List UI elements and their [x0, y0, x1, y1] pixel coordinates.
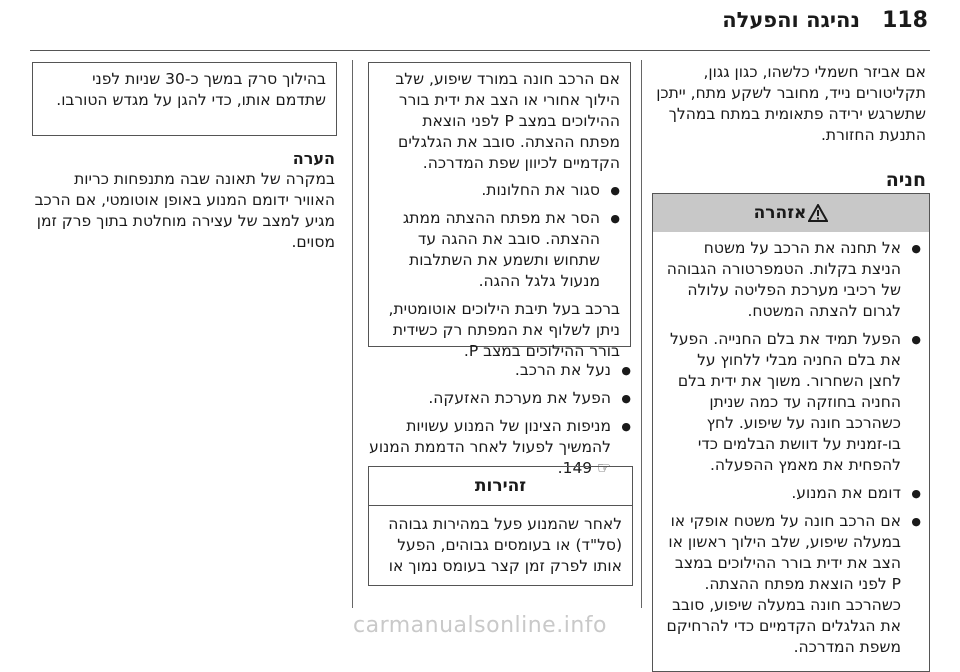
warning-item: ● אם הרכב חונה על משטח אופקי או במעלה שיפוע, שלב הילוך ראשון או הצב את ידית בורר ההילוכים במצב P לפני הוצאת מפתח ההצתה. כשהרכב חונה במעלה שיפוע, סובב את הגלגלים הקדמיים כדי להרחיקם משפת המדרכה.	[661, 511, 921, 658]
info-paragraph: ברכב בעל תיבת הילוכים אוטומטית, ניתן לשלוף את המפתח רק כשידית בורר ההילוכים במצב P.	[388, 300, 620, 360]
caution-continuation-box	[32, 62, 337, 136]
intro-paragraph: אם אביזר חשמלי כלשהו, כגון גגון, תקליטורים נייד, מחובר לשקע מתח, ייתכן שתשרגש ירידה פתאומית במתח במהלך התנעת החזורת.	[656, 63, 926, 144]
warning-box-header	[653, 194, 929, 232]
info-bullet: ● סגור את החלונות.	[379, 180, 620, 201]
note-label: הערה	[292, 149, 335, 168]
page-number: 118	[882, 8, 928, 33]
warning-box	[652, 193, 930, 672]
warning-item: ● אל תחנה את הרכב על משטח הניצת בקלות. הטמפרטורה הגבוהה של רכיבי מערכת הפליטה עלולה לגרום להצתה המשטח.	[661, 238, 921, 322]
right-column	[650, 62, 926, 191]
step-item: ● מניפות הצינון של המנוע עשויות להמשיך לפעול לאחר הדממת המנוע ☞ 149.	[368, 416, 631, 479]
parking-info-box	[368, 62, 631, 360]
caution-continuation-text: בהילוך סרק במשך כ-30 שניות לפני שתדמם אותו, כדי להגן על מגדש הטורבו.	[56, 70, 326, 109]
caution-box-header: זהירות	[369, 467, 632, 506]
warning-title: אזהרה	[753, 203, 807, 223]
column-divider-left	[352, 60, 353, 608]
column-divider-right	[641, 60, 642, 608]
warning-item: ● דומם את המנוע.	[661, 483, 921, 504]
caution-box	[368, 466, 633, 586]
section-heading-parking: חניה	[885, 169, 926, 191]
site-watermark: carmanualsonline.info	[353, 613, 607, 638]
step-item: ● נעל את הרכב.	[368, 360, 631, 381]
info-paragraph: אם הרכב חונה במורד שיפוע, שלב הילוך אחורי או הצב את ידית בורר ההילוכים במצב P לפני הוצאת מפתח ההצתה. סובב את הגלגלים הקדמיים לכיוון שפת המדרכה.	[395, 70, 620, 172]
page-header-title: נהיגה והפעלה	[722, 8, 860, 32]
step-item: ● הפעל את מערכת האזעקה.	[368, 388, 631, 409]
info-bullet: ● הסר את מפתח ההצתה ממתג ההצתה. סובב את ההגה עד שתחוש ותשמע את השתלבות מנעול גלגל ההגה.	[379, 208, 620, 292]
warning-triangle-icon	[808, 204, 828, 222]
header-divider	[30, 50, 930, 51]
warning-body	[653, 232, 929, 671]
note-text: במקרה של תאונה שבה מתנפחות כריות האוויר ידומם המנוע באופן אוטומטי, אם הרכב מגיע למצב של עצירה מוחלטת בתוך פרק זמן מסוים.	[34, 170, 335, 251]
left-column	[32, 148, 335, 253]
warning-item: ● הפעל תמיד את בלם החנייה. הפעל את בלם החניה מבלי ללחוץ על לחצן השחרור. משוך את ידית בלם החניה בחוזקה עד כמה שניתן כשהרכב חונה על שיפוע. לחץ בו-זמנית על דוושת הבלמים כדי להפחית את מאמץ ההפעלה.	[661, 329, 921, 476]
caution-body: לאחר שהמנוע פעל במהירות גבוהה (סל"ד) או בעומסים גבוהים, הפעל אותו לפרק זמן קצר בעומס נמוך או	[388, 515, 622, 575]
